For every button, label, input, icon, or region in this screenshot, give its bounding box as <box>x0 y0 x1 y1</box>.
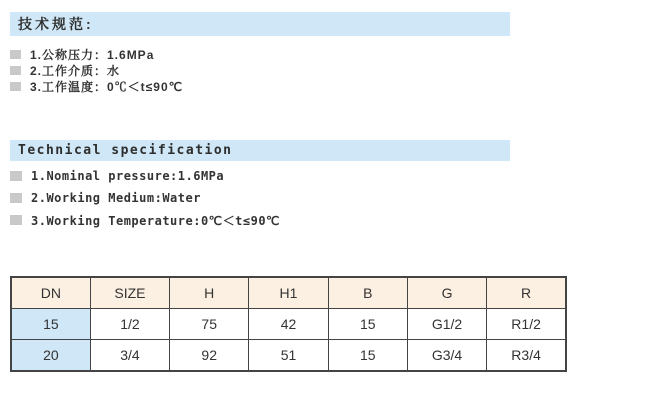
bullet-square-icon <box>10 215 22 225</box>
dimensions-table <box>10 276 567 372</box>
spec-item-text: 3.Working Temperature:0℃＜t≤90℃ <box>31 213 281 228</box>
table-header-cell-dn: DN <box>11 277 90 309</box>
table-cell: 92 <box>170 340 249 372</box>
bullet-square-icon <box>10 193 22 203</box>
table-header-cell-h: H <box>170 277 249 309</box>
table-cell: G1/2 <box>407 309 486 340</box>
table-row <box>11 309 566 340</box>
table-header-cell-g: G <box>407 277 486 309</box>
en-spec-item-1 <box>10 165 280 187</box>
table-cell: 75 <box>170 309 249 340</box>
spec-item-text: 3.工作温度：0℃＜t≤90℃ <box>30 79 184 94</box>
table-header-cell-h1: H1 <box>249 277 328 309</box>
table-cell: 3/4 <box>90 340 169 372</box>
en-section-header <box>10 140 510 161</box>
table-cell: 42 <box>249 309 328 340</box>
bullet-square-icon <box>10 66 21 75</box>
table-header-cell-size: SIZE <box>90 277 169 309</box>
spec-item-text: 2.工作介质：水 <box>30 63 121 78</box>
table-header-cell-b: B <box>328 277 407 309</box>
table-cell: 51 <box>249 340 328 372</box>
bullet-square-icon <box>10 171 22 181</box>
en-spec-item-3 <box>10 209 280 231</box>
table-header-cell-r: R <box>487 277 566 309</box>
table-cell-dn: 15 <box>11 309 90 340</box>
en-spec-list <box>10 165 280 231</box>
en-section-title: Technical specification <box>18 143 233 158</box>
cn-section-title: 技术规范: <box>18 16 94 32</box>
cn-section-header <box>10 12 510 36</box>
cn-spec-item-1 <box>10 46 183 62</box>
table-cell: 15 <box>328 309 407 340</box>
table-cell: 1/2 <box>90 309 169 340</box>
table-cell: R3/4 <box>487 340 566 372</box>
spec-item-text: 1.公称压力：1.6MPa <box>30 47 155 62</box>
cn-spec-item-3 <box>10 78 183 94</box>
table-cell: 15 <box>328 340 407 372</box>
spec-item-text: 1.Nominal pressure:1.6MPa <box>31 169 225 183</box>
table-header-row <box>11 277 566 309</box>
spec-item-text: 2.Working Medium:Water <box>31 191 201 205</box>
table-cell: G3/4 <box>407 340 486 372</box>
table-cell-dn: 20 <box>11 340 90 372</box>
bullet-square-icon <box>10 82 21 91</box>
en-spec-item-2 <box>10 187 280 209</box>
cn-spec-item-2 <box>10 62 183 78</box>
table-cell: R1/2 <box>487 309 566 340</box>
cn-spec-list <box>10 46 183 94</box>
table-row <box>11 340 566 372</box>
bullet-square-icon <box>10 50 21 59</box>
